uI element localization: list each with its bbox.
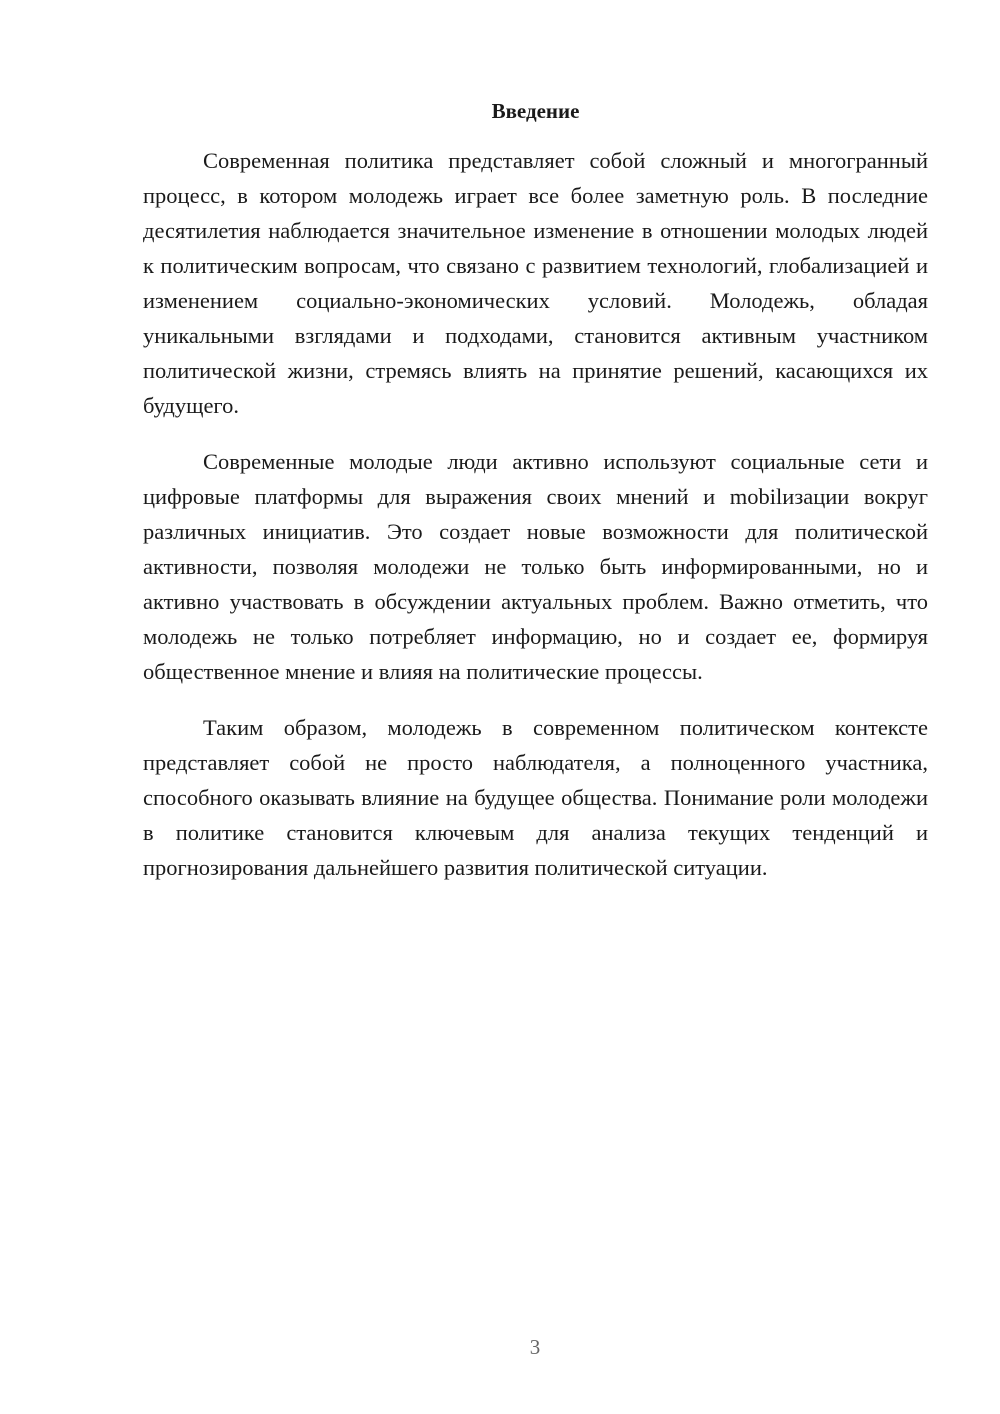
paragraph-2: Современные молодые люди активно используют социальные сети и цифровые платформы для выражения своих мнений и mobilизации вокруг различных инициатив. Это создает новые возможности для политической активности, позволяя молодежи не только быть информированными, но и активно участвовать в обсуждении актуальных проблем. Важно отметить, что молодежь не только потребляет информацию, но и создает ее, формируя общественное мнение и влияя на политические процессы. bbox=[143, 449, 928, 684]
section-title: Введение bbox=[491, 99, 580, 123]
document-body bbox=[143, 143, 928, 885]
paragraph-3: Таким образом, молодежь в современном политическом контексте представляет собой не просто наблюдателя, а полноценного участника, способного оказывать влияние на будущее общества. Понимание роли молодежи в политике становится ключевым для анализа текущих тенденций и прогнозирования дальнейшего развития политической ситуации. bbox=[143, 715, 928, 880]
page-number: 3 bbox=[529, 1335, 541, 1359]
paragraph-1: Современная политика представляет собой сложный и многогранный процесс, в котором молодежь играет все более заметную роль. В последние десятилетия наблюдается значительное изменение в отношении молодых людей к политическим вопросам, что связано с развитием технологий, глобализацией и изменением социально-экономических условий. Молодежь, обладая уникальными взглядами и подходами, становится активным участником политической жизни, стремясь влиять на принятие решений, касающихся их будущего. bbox=[143, 148, 928, 418]
